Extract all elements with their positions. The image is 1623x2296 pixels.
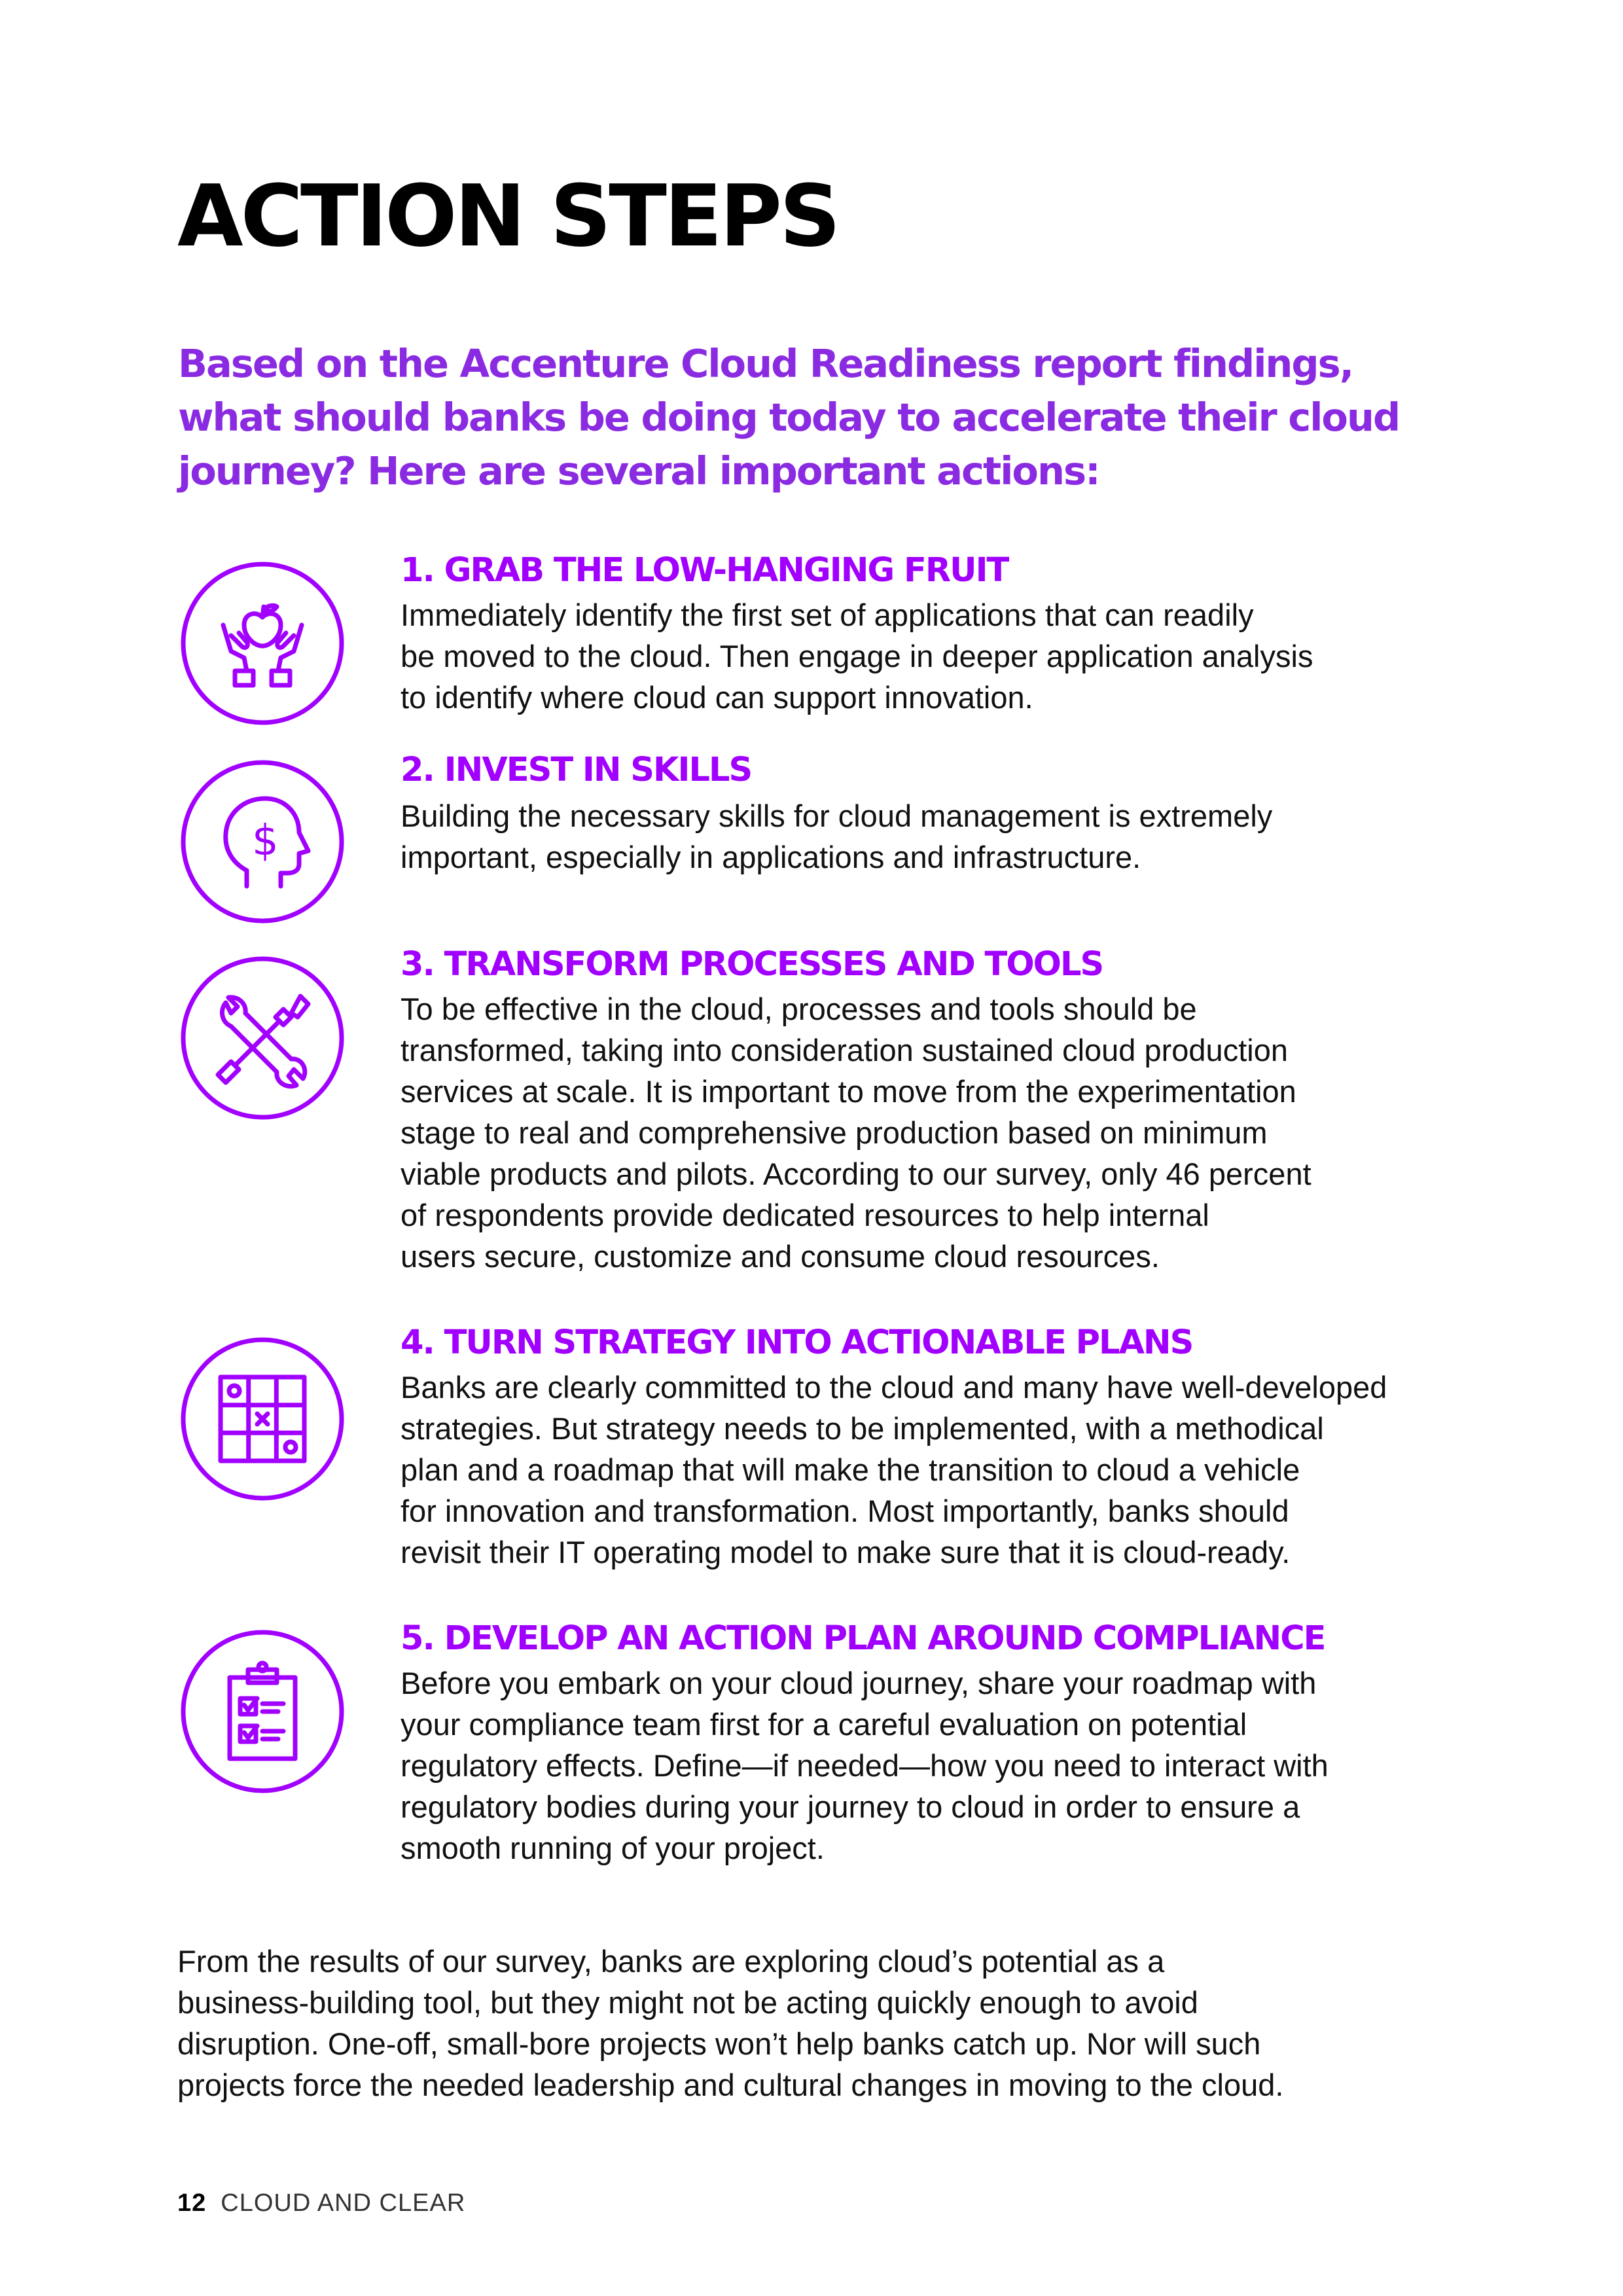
hands-holding-apple-icon	[179, 560, 346, 727]
step-body: Banks are clearly committed to the cloud and many have well-developed strategies. But strategy needs to be implemented, with a methodical plan and a roadmap that will make the transition to cloud a vehicle for innovation and transformation. Most importantly, banks should revisit their IT operating model to make sure that it is cloud-ready.	[401, 1370, 1387, 1570]
page-footer	[177, 2187, 465, 2219]
step-heading: 4. TURN STRATEGY INTO ACTIONABLE PLANS	[401, 1323, 1193, 1362]
step-body: Before you embark on your cloud journey, share your roadmap with your compliance team first for a careful evaluation on potential regulatory effects. Define—if needed—how you need to interact with regulatory bodies during your journey to cloud in order to ensure a smooth running of your project.	[401, 1666, 1329, 1865]
clipboard-checklist-icon	[179, 1628, 346, 1795]
step-body: Building the necessary skills for cloud management is extremely important, especially in applications and infrastructure.	[401, 798, 1273, 874]
tic-tac-toe-grid-icon	[179, 1335, 346, 1503]
step-heading: 2. INVEST IN SKILLS	[401, 751, 752, 789]
intro-paragraph: Based on the Accenture Cloud Readiness report findings, what should banks be doing today to accelerate their cloud journey? Here are several important actions:	[178, 341, 1400, 493]
step-heading: 1. GRAB THE LOW-HANGING FRUIT	[401, 551, 1008, 590]
page-number: 12	[177, 2189, 207, 2217]
closing-paragraph: From the results of our survey, banks are exploring cloud’s potential as a business-building tool, but they might not be acting quickly enough to avoid disruption. One-off, small-bore projects won’t help banks catch up. Nor will such projects force the needed leadership and cultural changes in moving to the cloud.	[177, 1944, 1284, 2102]
step-body: Immediately identify the first set of applications that can readily be moved to the cloud. Then engage in deeper application analysis to identify where cloud can support innovation.	[401, 598, 1313, 715]
wrench-screwdriver-icon	[179, 954, 346, 1122]
page-title: ACTION STEPS	[177, 166, 838, 266]
head-dollar-icon	[179, 758, 346, 925]
publication-title: CLOUD AND CLEAR	[221, 2189, 466, 2217]
step-heading: 5. DEVELOP AN ACTION PLAN AROUND COMPLIANCE	[401, 1619, 1325, 1658]
svg-text:$: $	[252, 817, 279, 865]
step-heading: 3. TRANSFORM PROCESSES AND TOOLS	[401, 945, 1103, 984]
step-body: To be effective in the cloud, processes and tools should be transformed, taking into consideration sustained cloud production services at scale. It is important to move from the experimentation stage to real and comprehensive production based on minimum viable products and pilots. According to our survey, only 46 percent of respondents provide dedicated resources to help internal users secure, customize and consume cloud resources.	[401, 992, 1311, 1274]
